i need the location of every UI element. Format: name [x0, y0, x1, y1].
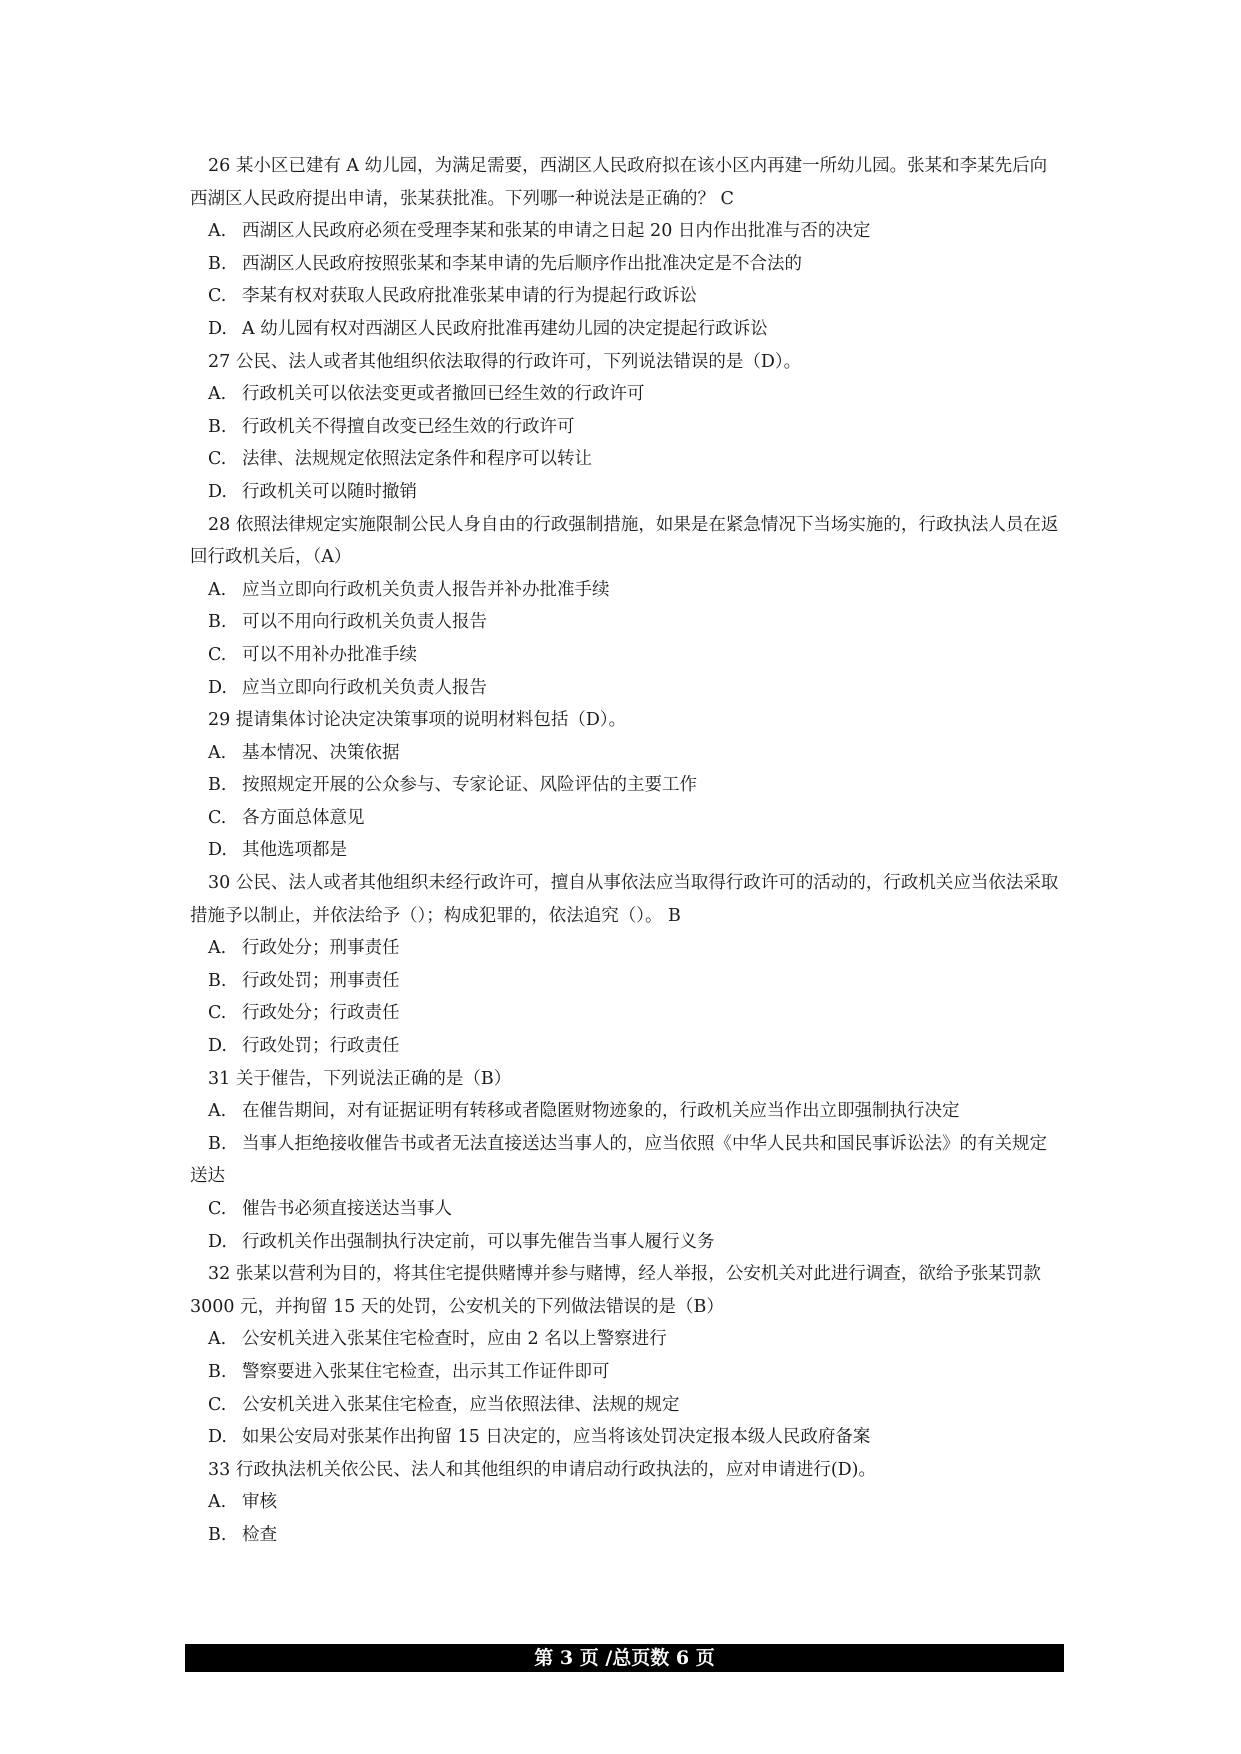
answer-option: [190, 1356, 1060, 1389]
option-text: 行政处分；行政责任: [242, 1003, 400, 1024]
option-letter: C.: [208, 1003, 227, 1024]
option-text: 公安机关进入张某住宅检查，应当依照法律、法规的规定: [242, 1394, 680, 1415]
page-number: 第 3 页 /总页数 6 页: [534, 1647, 715, 1669]
question-block: [190, 1454, 1060, 1552]
option-text: 公安机关进入张某住宅检查时，应由 2 名以上警察进行: [242, 1329, 667, 1350]
option-text: 可以不用向行政机关负责人报告: [242, 612, 487, 633]
option-letter: D.: [208, 318, 227, 339]
option-letter: A.: [208, 1329, 227, 1350]
answer-option: [190, 313, 1060, 346]
option-text: A 幼儿园有权对西湖区人民政府批准再建幼儿园的决定提起行政诉讼: [242, 318, 768, 339]
option-text: 审核: [242, 1492, 277, 1513]
answer-option: [190, 965, 1060, 998]
option-letter: C.: [208, 1394, 227, 1415]
question-stem: 28 依照法律规定实施限制公民人身自由的行政强制措施，如果是在紧急情况下当场实施的，行政执法人员在返回行政机关后，（A）: [190, 514, 1059, 568]
option-letter: A.: [208, 1101, 227, 1122]
option-text: 行政处罚；行政责任: [242, 1036, 400, 1057]
question-block: [190, 704, 1060, 867]
question-block: [190, 509, 1060, 705]
option-letter: D.: [208, 677, 227, 698]
answer-option: [190, 1030, 1060, 1063]
answer-option: [190, 476, 1060, 509]
option-text: 按照规定开展的公众参与、专家论证、风险评估的主要工作: [242, 775, 697, 796]
option-letter: B.: [208, 1524, 227, 1545]
option-letter: A.: [208, 742, 227, 763]
option-text: 应当立即向行政机关负责人报告: [242, 677, 487, 698]
answer-option: [190, 932, 1060, 965]
option-letter: A.: [208, 938, 227, 959]
question-stem: 32 张某以营利为目的，将其住宅提供赌博并参与赌博，经人举报，公安机关对此进行调查，欲给予张某罚款 3000 元，并拘留 15 天的处罚，公安机关的下列做法错误的是（B）: [190, 1264, 1041, 1317]
option-text: 在催告期间，对有证据证明有转移或者隐匿财物迹象的，行政机关应当作出立即强制执行决定: [242, 1101, 960, 1122]
option-letter: A.: [208, 579, 227, 600]
question-stem: 29 提请集体讨论决定决策事项的说明材料包括（D）。: [208, 710, 627, 731]
option-letter: A.: [208, 221, 227, 242]
question-stem: 27 公民、法人或者其他组织依法取得的行政许可，下列说法错误的是（D）。: [208, 351, 802, 372]
question-block: [190, 150, 1060, 346]
option-text: 法律、法规规定依照法定条件和程序可以转让: [242, 449, 592, 470]
option-letter: D.: [208, 1036, 227, 1057]
question-list: [190, 150, 1060, 1552]
option-text: 行政处罚；刑事责任: [242, 970, 400, 991]
option-letter: D.: [208, 1231, 227, 1252]
option-letter: B.: [208, 612, 227, 633]
answer-option: [190, 834, 1060, 867]
question-stem: 30 公民、法人或者其他组织未经行政许可，擅自从事依法应当取得行政许可的活动的，行政机关应当依法采取措施予以制止，并依法给予（）；构成犯罪的，依法追究（）。 B: [190, 873, 1059, 926]
option-text: 行政机关可以依法变更或者撤回已经生效的行政许可: [242, 384, 645, 405]
option-letter: A.: [208, 1492, 227, 1513]
option-letter: B.: [208, 775, 227, 796]
answer-option: [190, 1193, 1060, 1226]
option-text: 警察要进入张某住宅检查，出示其工作证件即可: [242, 1361, 610, 1382]
answer-option: [190, 1323, 1060, 1356]
option-text: 行政机关不得擅自改变已经生效的行政许可: [242, 416, 575, 437]
question-block: [190, 1063, 1060, 1259]
option-text: 检查: [242, 1524, 277, 1545]
answer-option: [190, 443, 1060, 476]
answer-option: [190, 606, 1060, 639]
option-letter: B.: [208, 1133, 227, 1154]
option-text: 西湖区人民政府按照张某和李某申请的先后顺序作出批准决定是不合法的: [242, 253, 802, 274]
answer-option: [190, 574, 1060, 607]
answer-option: [190, 639, 1060, 672]
option-letter: C.: [208, 449, 227, 470]
option-text: 当事人拒绝接收催告书或者无法直接送达当事人的，应当依照《中华人民共和国民事诉讼法》的有关规定送达: [190, 1133, 1047, 1187]
option-text: 行政机关作出强制执行决定前，可以事先催告当事人履行义务: [242, 1231, 715, 1252]
option-text: 行政处分；刑事责任: [242, 938, 400, 959]
answer-option: [190, 248, 1060, 281]
page-footer: [185, 1644, 1064, 1672]
option-text: 西湖区人民政府必须在受理李某和张某的申请之日起 20 日内作出批准与否的决定: [242, 221, 871, 242]
question-block: [190, 346, 1060, 509]
option-letter: C.: [208, 807, 227, 828]
answer-option: [190, 1226, 1060, 1259]
option-letter: D.: [208, 840, 227, 861]
answer-option: [190, 737, 1060, 770]
option-letter: B.: [208, 1361, 227, 1382]
option-text: 催告书必须直接送达当事人: [242, 1199, 452, 1219]
question-block: [190, 867, 1060, 1063]
answer-option: [190, 411, 1060, 444]
option-letter: A.: [208, 384, 227, 405]
question-stem: 33 行政执法机关依公民、法人和其他组织的申请启动行政执法的，应对申请进行(D)。: [208, 1459, 877, 1480]
option-letter: C.: [208, 286, 227, 307]
option-text: 可以不用补办批准手续: [242, 644, 417, 665]
question-stem: 31 关于催告，下列说法正确的是（B）: [208, 1068, 512, 1089]
answer-option: [190, 1128, 1060, 1193]
answer-option: [190, 1519, 1060, 1552]
option-letter: B.: [208, 253, 227, 274]
answer-option: [190, 769, 1060, 802]
question-stem: 26 某小区已建有 A 幼儿园，为满足需要，西湖区人民政府拟在该小区内再建一所幼儿园。张某和李某先后向西湖区人民政府提出申请，张某获批准。下列哪一种说法是正确的？ C: [190, 156, 1048, 209]
option-text: 其他选项都是: [242, 840, 347, 861]
option-letter: C.: [208, 644, 227, 665]
option-letter: C.: [208, 1199, 227, 1219]
option-text: 基本情况、决策依据: [242, 742, 400, 763]
option-text: 行政机关可以随时撤销: [242, 481, 417, 502]
answer-option: [190, 215, 1060, 248]
answer-option: [190, 672, 1060, 705]
option-text: 各方面总体意见: [242, 807, 365, 828]
option-letter: B.: [208, 416, 227, 437]
answer-option: [190, 378, 1060, 411]
answer-option: [190, 1389, 1060, 1422]
option-text: 应当立即向行政机关负责人报告并补办批准手续: [242, 579, 610, 600]
answer-option: [190, 280, 1060, 313]
answer-option: [190, 1486, 1060, 1519]
answer-option: [190, 1095, 1060, 1128]
option-letter: B.: [208, 970, 227, 991]
option-letter: D.: [208, 481, 227, 502]
question-block: [190, 1258, 1060, 1454]
option-text: 如果公安局对张某作出拘留 15 日决定的，应当将该处罚决定报本级人民政府备案: [242, 1427, 871, 1448]
answer-option: [190, 802, 1060, 835]
option-letter: D.: [208, 1427, 227, 1448]
answer-option: [190, 1421, 1060, 1454]
answer-option: [190, 997, 1060, 1030]
option-text: 李某有权对获取人民政府批准张某申请的行为提起行政诉讼: [242, 286, 697, 307]
